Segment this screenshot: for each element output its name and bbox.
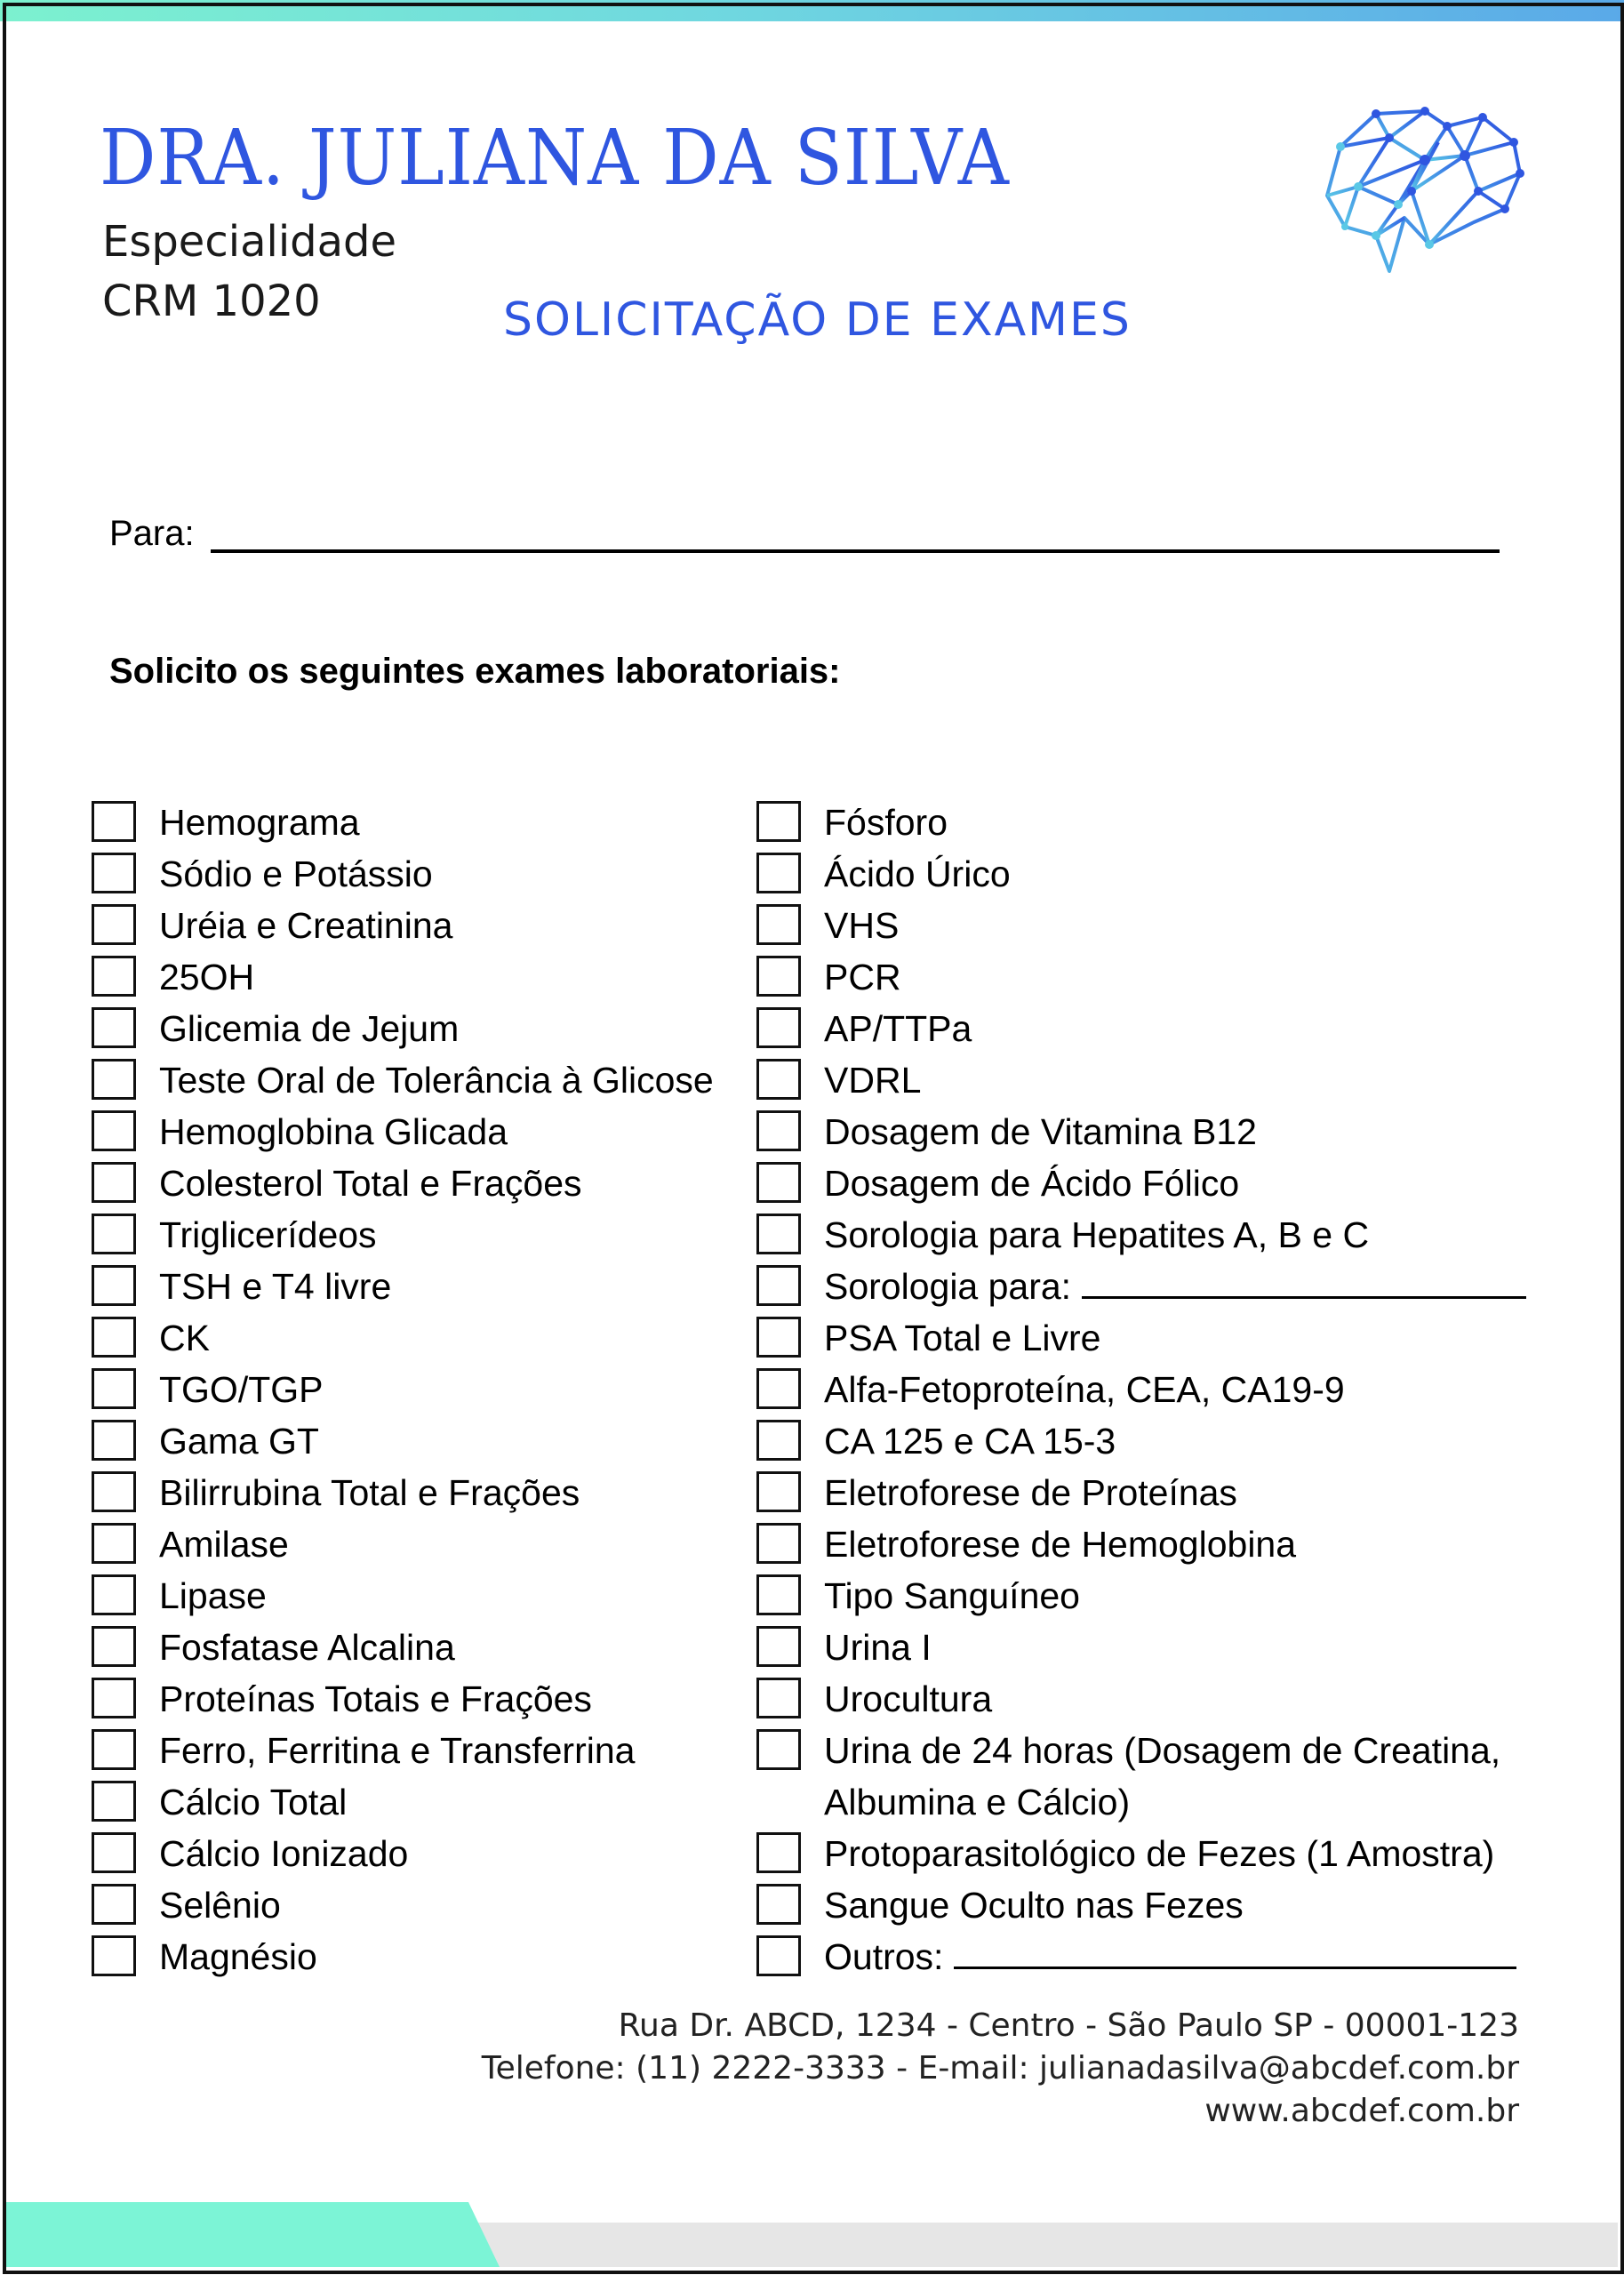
exam-checkbox[interactable] [756, 853, 801, 893]
exam-item[interactable] [92, 1935, 838, 1986]
exam-label: Triglicerídeos [159, 1214, 377, 1255]
exam-label: TGO/TGP [159, 1369, 324, 1410]
exam-item[interactable] [92, 1213, 838, 1264]
exam-label: Urina I [824, 1627, 932, 1668]
exam-item[interactable] [92, 1470, 838, 1522]
others-fill-line[interactable] [954, 1967, 1516, 1969]
exam-item[interactable] [756, 903, 1503, 955]
exam-checkbox[interactable] [92, 1884, 136, 1925]
exam-checkbox[interactable] [756, 904, 801, 945]
exam-label: Selênio [159, 1885, 281, 1926]
exam-list-right [756, 800, 1503, 1986]
exam-item[interactable] [756, 1883, 1503, 1935]
exam-item[interactable] [756, 1470, 1503, 1522]
exam-label: Sorologia para Hepatites A, B e C [824, 1214, 1370, 1255]
exam-label: AP/TTPa [824, 1008, 972, 1049]
exam-label [824, 1264, 1526, 1309]
exam-label: VDRL [824, 1060, 922, 1101]
exam-checkbox[interactable] [756, 1317, 801, 1358]
exam-checkbox[interactable] [756, 1574, 801, 1615]
footer-contact [482, 2005, 1519, 2133]
exam-checkbox[interactable] [756, 1162, 801, 1203]
exam-label: Amilase [159, 1524, 289, 1565]
exam-item[interactable] [756, 1625, 1503, 1677]
exam-item[interactable] [756, 1935, 1503, 1986]
exam-label: Magnésio [159, 1936, 317, 1977]
exam-label: VHS [824, 905, 900, 946]
exam-item[interactable] [92, 1419, 838, 1470]
exam-label: Hemoglobina Glicada [159, 1111, 508, 1152]
exam-label: Dosagem de Vitamina B12 [824, 1111, 1257, 1152]
exam-label: Alfa-Fetoproteína, CEA, CA19-9 [824, 1369, 1345, 1410]
exam-item[interactable] [92, 1006, 838, 1058]
serology-fill-line[interactable] [1082, 1296, 1526, 1299]
exam-label: CA 125 e CA 15-3 [824, 1421, 1116, 1462]
exam-checkbox[interactable] [92, 1523, 136, 1564]
exam-label: Dosagem de Ácido Fólico [824, 1163, 1240, 1204]
exam-label: Ferro, Ferritina e Transferrina [159, 1730, 636, 1771]
exam-label-line-1: Urina de 24 horas (Dosagem de Creatina, [824, 1730, 1501, 1771]
exam-item[interactable] [92, 1522, 838, 1574]
footer-address: Rua Dr. ABCD, 1234 - Centro - São Paulo SP - 00001-123 [618, 2007, 1519, 2044]
exam-label: Cálcio Ionizado [159, 1833, 409, 1874]
exam-item[interactable] [92, 1728, 838, 1780]
exam-item[interactable] [756, 1264, 1503, 1316]
doctor-name: DRA. JULIANA DA SILVA [100, 114, 1010, 203]
exam-checkbox[interactable] [756, 1729, 801, 1770]
exam-checkbox[interactable] [92, 1832, 136, 1873]
exam-item[interactable] [756, 1522, 1503, 1574]
exam-label-line-2: Albumina e Cálcio) [824, 1782, 1131, 1822]
exam-checkbox[interactable] [92, 1626, 136, 1667]
exam-label: TSH e T4 livre [159, 1266, 392, 1307]
exam-item[interactable] [92, 1264, 838, 1316]
exam-item[interactable] [756, 1728, 1503, 1831]
exam-item[interactable] [756, 1058, 1503, 1109]
exam-item[interactable] [92, 1625, 838, 1677]
exam-checkbox[interactable] [756, 1626, 801, 1667]
exam-checkbox[interactable] [92, 1214, 136, 1254]
exam-item[interactable] [92, 800, 838, 852]
exam-list-left [92, 800, 838, 1986]
exam-checkbox[interactable] [92, 853, 136, 893]
exam-item[interactable] [756, 1006, 1503, 1058]
exam-checkbox[interactable] [92, 1471, 136, 1512]
exam-item[interactable] [756, 1367, 1503, 1419]
footer-contact-line: Telefone: (11) 2222-3333 - E-mail: julianadasilva@abcdef.com.br [481, 2050, 1519, 2087]
exam-item[interactable] [92, 903, 838, 955]
crm-number: CRM 1020 [102, 276, 321, 326]
exam-label: Hemograma [159, 802, 360, 843]
exam-checkbox[interactable] [756, 1471, 801, 1512]
exam-label: Glicemia de Jejum [159, 1008, 460, 1049]
exam-item[interactable] [92, 1780, 838, 1831]
exam-label: Teste Oral de Tolerância à Glicose [159, 1060, 714, 1101]
exam-item[interactable] [92, 1058, 838, 1109]
exam-checkbox[interactable] [92, 1935, 136, 1976]
exam-label: Fósforo [824, 802, 948, 843]
exam-label: Lipase [159, 1575, 267, 1616]
exam-checkbox[interactable] [92, 1678, 136, 1718]
exam-label: Tipo Sanguíneo [824, 1575, 1080, 1616]
exam-item[interactable] [92, 1831, 838, 1883]
exam-label: Cálcio Total [159, 1782, 348, 1822]
exam-label: Proteínas Totais e Frações [159, 1678, 592, 1719]
exam-checkbox[interactable] [756, 1214, 801, 1254]
exam-checkbox[interactable] [756, 956, 801, 997]
exam-checkbox[interactable] [92, 801, 136, 842]
exam-checkbox[interactable] [756, 1832, 801, 1873]
patient-label: Para: [109, 514, 195, 553]
exam-checkbox[interactable] [756, 1059, 801, 1100]
footer-website: www.abcdef.com.br [1204, 2093, 1519, 2129]
exam-checkbox[interactable] [92, 1110, 136, 1151]
exam-item[interactable] [92, 955, 838, 1006]
exam-checkbox[interactable] [92, 1162, 136, 1203]
exam-checkbox[interactable] [92, 1574, 136, 1615]
bottom-mint-band [6, 2202, 500, 2267]
exam-checkbox[interactable] [756, 1884, 801, 1925]
exam-item[interactable] [92, 1367, 838, 1419]
exam-label: PSA Total e Livre [824, 1318, 1101, 1358]
exam-checkbox[interactable] [756, 1935, 801, 1976]
exam-label: Fosfatase Alcalina [159, 1627, 455, 1668]
exam-item[interactable] [92, 1161, 838, 1213]
exam-label: Bilirrubina Total e Frações [159, 1472, 580, 1513]
exam-label: Protoparasitológico de Fezes (1 Amostra) [824, 1833, 1495, 1874]
exam-label: Sangue Oculto nas Fezes [824, 1885, 1244, 1926]
exam-checkbox[interactable] [92, 1368, 136, 1409]
exam-checkbox[interactable] [756, 1678, 801, 1718]
bottom-gray-band [471, 2223, 1618, 2267]
exam-item[interactable] [92, 1109, 838, 1161]
exam-checkbox[interactable] [756, 1007, 801, 1048]
exam-item[interactable] [756, 1574, 1503, 1625]
exam-checkbox[interactable] [92, 1265, 136, 1306]
exam-item[interactable] [92, 1316, 838, 1367]
specialty: Especialidade [102, 217, 397, 267]
exam-label: Eletroforese de Hemoglobina [824, 1524, 1297, 1565]
exam-item[interactable] [756, 1677, 1503, 1728]
exam-item[interactable] [756, 1316, 1503, 1367]
brain-network-icon [1323, 107, 1525, 276]
exam-label [824, 1725, 1500, 1828]
exam-label: Eletroforese de Proteínas [824, 1472, 1237, 1513]
exam-checkbox[interactable] [92, 1420, 136, 1461]
exam-item[interactable] [756, 1831, 1503, 1883]
exam-checkbox[interactable] [92, 956, 136, 997]
exam-label: Sódio e Potássio [159, 853, 433, 894]
exam-checkbox[interactable] [92, 1059, 136, 1100]
exam-item[interactable] [92, 1883, 838, 1935]
exam-label: Uréia e Creatinina [159, 905, 453, 946]
patient-name-line[interactable] [211, 549, 1500, 553]
form-title: SOLICITAÇÃO DE EXAMES [503, 293, 1132, 347]
exam-label: CK [159, 1318, 210, 1358]
exam-label: PCR [824, 957, 901, 997]
exam-item[interactable] [756, 1213, 1503, 1264]
exam-checkbox[interactable] [756, 1265, 801, 1306]
request-intro: Solicito os seguintes exames laboratoriais: [109, 652, 841, 691]
exam-label: 25OH [159, 957, 255, 997]
exam-item[interactable] [92, 1677, 838, 1728]
exam-label: Gama GT [159, 1421, 319, 1462]
exam-item[interactable] [756, 800, 1503, 852]
exam-checkbox[interactable] [92, 1729, 136, 1770]
exam-item[interactable] [756, 1109, 1503, 1161]
exam-checkbox[interactable] [756, 801, 801, 842]
exam-item[interactable] [756, 852, 1503, 903]
exam-label: Colesterol Total e Frações [159, 1163, 582, 1204]
exam-item[interactable] [92, 852, 838, 903]
exam-label: Ácido Úrico [824, 853, 1011, 894]
exam-checkbox[interactable] [92, 904, 136, 945]
exam-item[interactable] [92, 1574, 838, 1625]
exam-label-text: Sorologia para: [824, 1266, 1072, 1307]
exam-item[interactable] [756, 1419, 1503, 1470]
exam-checkbox[interactable] [92, 1781, 136, 1822]
exam-checkbox[interactable] [756, 1420, 801, 1461]
exam-label-text: Outros: [824, 1936, 944, 1977]
exam-label: Urocultura [824, 1678, 993, 1719]
exam-item[interactable] [756, 955, 1503, 1006]
exam-checkbox[interactable] [756, 1110, 801, 1151]
exam-checkbox[interactable] [756, 1368, 801, 1409]
exam-checkbox[interactable] [756, 1523, 801, 1564]
exam-checkbox[interactable] [92, 1317, 136, 1358]
exam-item[interactable] [756, 1161, 1503, 1213]
exam-checkbox[interactable] [92, 1007, 136, 1048]
exam-label [824, 1935, 1516, 1979]
